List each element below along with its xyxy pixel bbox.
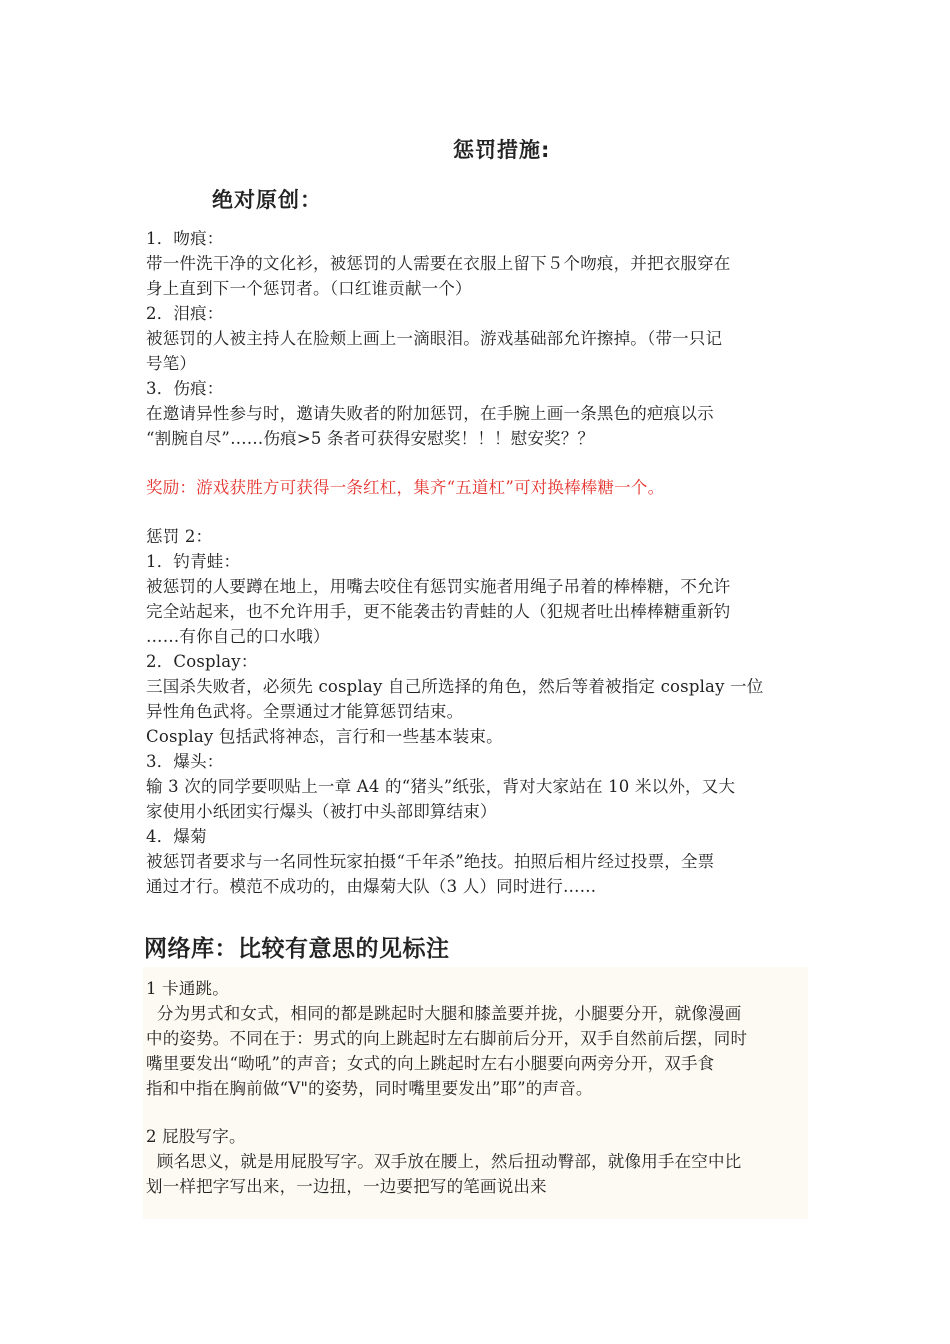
item-butt-writing-text: 顾名思义，就是用屁股写字。双手放在腰上，然后扭动臀部，就像用手在空中比 bbox=[146, 1152, 742, 1171]
reward-note: 奖励：游戏获胜方可获得一条红杠，集齐“五道杠”可对换棒棒糖一个。 bbox=[146, 478, 665, 497]
item-tear-mark-text: 被惩罚的人被主持人在脸颊上画上一滴眼泪。游戏基础部允许擦掉。（带一只记 bbox=[146, 329, 723, 348]
document-subtitle: 绝对原创： bbox=[212, 188, 322, 212]
item-cartoon-jump-text: 分为男式和女式，相同的都是跳起时大腿和膝盖要并拢，小腿要分开，就像漫画 bbox=[146, 1004, 742, 1023]
item-butt-writing-heading: 2 屁股写字。 bbox=[146, 1127, 246, 1146]
item-fishing-frog-heading: 1．钓青蛙： bbox=[146, 552, 241, 571]
item-scar-heading: 3．伤痕： bbox=[146, 379, 224, 398]
network-section-title: 网络库：比较有意思的见标注 bbox=[144, 936, 450, 962]
item-headshot-text: 输 3 次的同学要呗贴上一章 A4 的“猪头”纸张，背对大家站在 10 米以外，又大 bbox=[146, 777, 736, 796]
item-cartoon-jump-text: 中的姿势。不同在于：男式的向上跳起时左右脚前后分开，双手自然前后摆，同时 bbox=[146, 1029, 748, 1048]
item-scar-text: “割腕自尽”……伤痕>5 条者可获得安慰奖！！！慰安奖？？ bbox=[146, 429, 595, 448]
item-4-text: 通过才行。模范不成功的，由爆菊大队（3 人）同时进行…… bbox=[146, 877, 597, 896]
document-title: 惩罚措施: bbox=[453, 138, 551, 162]
item-cosplay-text: Cosplay 包括武将神态，言行和一些基本装束。 bbox=[146, 727, 503, 746]
item-fishing-frog-text: ……有你自己的口水哦） bbox=[146, 627, 330, 646]
item-4-text: 被惩罚者要求与一名同性玩家拍摄“千年杀”绝技。拍照后相片经过投票，全票 bbox=[146, 852, 715, 871]
item-kiss-mark-text: 带一件洗干净的文化衫，被惩罚的人需要在衣服上留下５个吻痕，并把衣服穿在 bbox=[146, 254, 731, 273]
item-butt-writing-text: 划一样把字写出来，一边扭，一边要把写的笔画说出来 bbox=[146, 1177, 547, 1196]
punishment-2-heading: 惩罚 2： bbox=[146, 527, 213, 546]
item-headshot-text: 家使用小纸团实行爆头（被打中头部即算结束） bbox=[146, 802, 497, 821]
item-scar-text: 在邀请异性参与时，邀请失败者的附加惩罚，在手腕上画一条黑色的疤痕以示 bbox=[146, 404, 714, 423]
item-headshot-heading: 3．爆头： bbox=[146, 752, 224, 771]
item-cartoon-jump-heading: 1 卡通跳。 bbox=[146, 979, 229, 998]
item-cosplay-text: 异性角色武将。全票通过才能算惩罚结束。 bbox=[146, 702, 464, 721]
item-cosplay-heading: 2．Cosplay： bbox=[146, 652, 258, 671]
item-kiss-mark-heading: 1．吻痕： bbox=[146, 229, 224, 248]
item-cosplay-text: 三国杀失败者，必须先 cosplay 自己所选择的角色，然后等着被指定 cosplay 一位 bbox=[146, 677, 764, 696]
item-cartoon-jump-text: 嘴里要发出“呦吼”的声音；女式的向上跳起时左右小腿要向两旁分开，双手食 bbox=[146, 1054, 715, 1073]
item-fishing-frog-text: 被惩罚的人要蹲在地上，用嘴去咬住有惩罚实施者用绳子吊着的棒棒糖，不允许 bbox=[146, 577, 731, 596]
item-kiss-mark-text: 身上直到下一个惩罚者。（口红谁贡献一个） bbox=[146, 279, 472, 298]
item-tear-mark-heading: 2．泪痕： bbox=[146, 304, 224, 323]
item-cartoon-jump-text: 指和中指在胸前做“V"的姿势，同时嘴里要发出”耶”的声音。 bbox=[146, 1079, 593, 1098]
item-4-heading: 4．爆菊 bbox=[146, 827, 207, 846]
item-fishing-frog-text: 完全站起来，也不允许用手，更不能袭击钓青蛙的人（犯规者吐出棒棒糖重新钓 bbox=[146, 602, 731, 621]
item-tear-mark-text: 号笔） bbox=[146, 354, 197, 373]
